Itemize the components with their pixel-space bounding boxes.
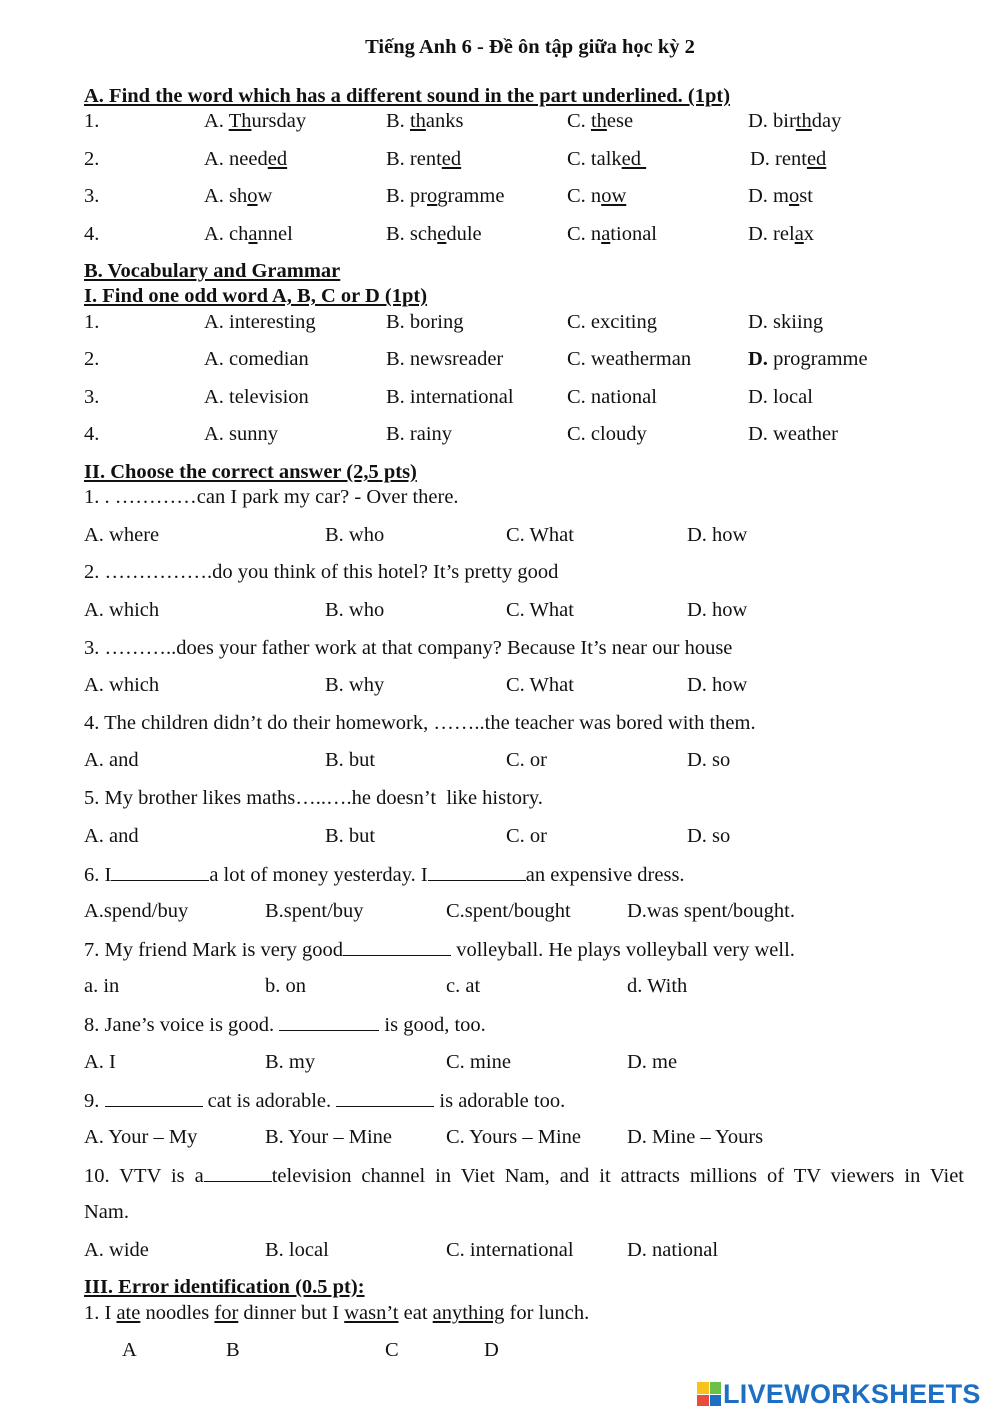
option-a[interactable]: A. and <box>84 825 139 847</box>
option-b[interactable]: B. newsreader <box>386 348 504 370</box>
error-option-b[interactable]: for <box>214 1302 239 1324</box>
option-b[interactable]: B. programme <box>386 185 505 207</box>
option-d[interactable]: D. how <box>687 599 748 621</box>
question-3: 3. ………..does your father work at that company? Because It’s near our house <box>84 637 733 659</box>
option-d[interactable]: D. skiing <box>748 311 824 333</box>
option-d[interactable]: D. rented <box>750 148 827 170</box>
option-d[interactable]: D. most <box>748 185 813 207</box>
answer-blank[interactable] <box>343 938 451 956</box>
item-number: 3. <box>84 185 100 207</box>
item-number: 1. <box>84 110 100 132</box>
question-1: 1. . …………can I park my car? - Over there. <box>84 486 459 508</box>
option-b[interactable]: B. thanks <box>386 110 464 132</box>
option-b[interactable]: B.spent/buy <box>265 900 364 922</box>
option-a[interactable]: A. wide <box>84 1239 149 1261</box>
part-ii-heading: II. Choose the correct answer (2,5 pts) <box>84 461 417 483</box>
option-b[interactable]: B. my <box>265 1051 316 1073</box>
question-8: 8. Jane’s voice is good. is good, too. <box>84 1014 486 1036</box>
answer-blank[interactable] <box>336 1089 434 1107</box>
option-c[interactable]: c. at <box>446 975 481 997</box>
answer-blank[interactable] <box>279 1013 379 1031</box>
brand-name: LIVEWORKSHEETS <box>723 1378 981 1409</box>
option-a[interactable]: A. sunny <box>204 423 279 445</box>
option-b[interactable]: B. why <box>325 674 385 696</box>
page-title: Tiếng Anh 6 - Đề ôn tập giữa học kỳ 2 <box>365 36 695 58</box>
option-a[interactable]: A. television <box>204 386 309 408</box>
section-b-heading: B. Vocabulary and Grammar <box>84 260 341 282</box>
option-c[interactable]: C. What <box>506 524 574 546</box>
option-a[interactable]: A. which <box>84 674 160 696</box>
option-a[interactable]: A. needed <box>204 148 288 170</box>
answer-blank[interactable] <box>105 1089 203 1107</box>
option-b[interactable]: B. schedule <box>386 223 482 245</box>
option-c[interactable]: C. talked <box>567 148 647 170</box>
option-c[interactable]: C. weatherman <box>567 348 692 370</box>
option-b[interactable]: B. but <box>325 825 376 847</box>
option-c[interactable]: C. now <box>567 185 627 207</box>
item-number: 4. <box>84 423 100 445</box>
option-d[interactable]: D. so <box>687 749 731 771</box>
option-a[interactable]: A. which <box>84 599 160 621</box>
option-a[interactable]: A. comedian <box>204 348 309 370</box>
option-c[interactable]: C. or <box>506 749 547 771</box>
option-c[interactable]: C. or <box>506 825 547 847</box>
option-c[interactable]: C. What <box>506 599 574 621</box>
option-d[interactable]: d. With <box>627 975 688 997</box>
question-6: 6. I a lot of money yesterday. I an expensive dress. <box>84 864 685 886</box>
item-number: 1. <box>84 311 100 333</box>
option-c[interactable]: C. exciting <box>567 311 657 333</box>
option-d[interactable]: D. me <box>627 1051 678 1073</box>
question-4: 4. The children didn’t do their homework, ……..the teacher was bored with them. <box>84 712 756 734</box>
option-b[interactable]: B. boring <box>386 311 464 333</box>
label-a: A <box>122 1339 137 1361</box>
option-d[interactable]: D.was spent/bought. <box>627 900 795 922</box>
option-c[interactable]: C. What <box>506 674 574 696</box>
option-d[interactable]: D. so <box>687 825 731 847</box>
part-i-heading: I. Find one odd word A, B, C or D (1pt) <box>84 285 428 307</box>
option-c[interactable]: C.spent/bought <box>446 900 571 922</box>
option-a[interactable]: A. Thursday <box>204 110 307 132</box>
option-d[interactable]: D. how <box>687 524 748 546</box>
question-9: 9. cat is adorable. is adorable too. <box>84 1090 566 1112</box>
label-d: D <box>484 1339 499 1361</box>
option-c[interactable]: C. national <box>567 386 657 408</box>
option-b[interactable]: B. who <box>325 524 385 546</box>
option-a[interactable]: A. I <box>84 1051 116 1073</box>
question-10: 10. VTV is a television channel in Viet Nam, and it attracts millions of TV viewers in Viet <box>84 1165 964 1187</box>
error-question-1: 1. I ate noodles for dinner but I wasn’t eat anything for lunch. <box>84 1302 590 1324</box>
question-10-cont: Nam. <box>84 1201 129 1223</box>
option-c[interactable]: C. mine <box>446 1051 511 1073</box>
option-c[interactable]: C. these <box>567 110 634 132</box>
option-d[interactable]: D. national <box>627 1239 719 1261</box>
option-b[interactable]: B. rented <box>386 148 462 170</box>
item-number: 4. <box>84 223 100 245</box>
option-d[interactable]: D. programme <box>748 348 868 370</box>
error-option-d[interactable]: anything <box>432 1302 505 1324</box>
liveworksheets-logo[interactable] <box>697 1378 981 1410</box>
part-iii-heading: III. Error identification (0.5 pt): <box>84 1276 365 1298</box>
option-b[interactable]: B. Your – Mine <box>265 1126 393 1148</box>
option-b[interactable]: B. rainy <box>386 423 453 445</box>
item-number: 2. <box>84 148 100 170</box>
item-number: 2. <box>84 348 100 370</box>
option-a[interactable]: A.spend/buy <box>84 900 189 922</box>
option-c[interactable]: C. national <box>567 223 657 245</box>
option-a[interactable]: A. interesting <box>204 311 316 333</box>
label-b: B <box>226 1339 240 1361</box>
option-b[interactable]: B. who <box>325 599 385 621</box>
error-option-a[interactable]: ate <box>116 1302 141 1324</box>
option-d[interactable]: D. relax <box>748 223 815 245</box>
answer-blank[interactable] <box>204 1164 272 1182</box>
option-c[interactable]: C. cloudy <box>567 423 647 445</box>
option-a[interactable]: a. in <box>84 975 120 997</box>
option-a[interactable]: A. show <box>204 185 273 207</box>
option-a[interactable]: A. channel <box>204 223 293 245</box>
option-b[interactable]: B. local <box>265 1239 329 1261</box>
option-d[interactable]: D. local <box>748 386 813 408</box>
option-c[interactable]: C. Yours – Mine <box>446 1126 581 1148</box>
option-d[interactable]: D. weather <box>748 423 838 445</box>
option-c[interactable]: C. international <box>446 1239 574 1261</box>
option-a[interactable]: A. and <box>84 749 139 771</box>
option-a[interactable]: A. where <box>84 524 160 546</box>
option-d[interactable]: D. how <box>687 674 748 696</box>
option-b[interactable]: B. but <box>325 749 376 771</box>
question-2: 2. …………….do you think of this hotel? It’s pretty good <box>84 561 559 583</box>
answer-blank[interactable] <box>428 863 526 881</box>
option-d[interactable]: D. birthday <box>748 110 842 132</box>
option-b[interactable]: B. international <box>386 386 514 408</box>
option-d[interactable]: D. Mine – Yours <box>627 1126 764 1148</box>
liveworksheets-logo-icon <box>697 1382 721 1406</box>
label-c: C <box>385 1339 399 1361</box>
question-5: 5. My brother likes maths…..….he doesn’t like history. <box>84 787 543 809</box>
option-b[interactable]: b. on <box>265 975 306 997</box>
option-a[interactable]: A. Your – My <box>84 1126 198 1148</box>
error-option-c[interactable]: wasn’t <box>344 1302 399 1324</box>
item-number: 3. <box>84 386 100 408</box>
question-7: 7. My friend Mark is very good volleyball. He plays volleyball very well. <box>84 939 795 961</box>
section-a-heading: A. Find the word which has a different sound in the part underlined. (1pt) <box>84 85 731 107</box>
answer-blank[interactable] <box>111 863 209 881</box>
